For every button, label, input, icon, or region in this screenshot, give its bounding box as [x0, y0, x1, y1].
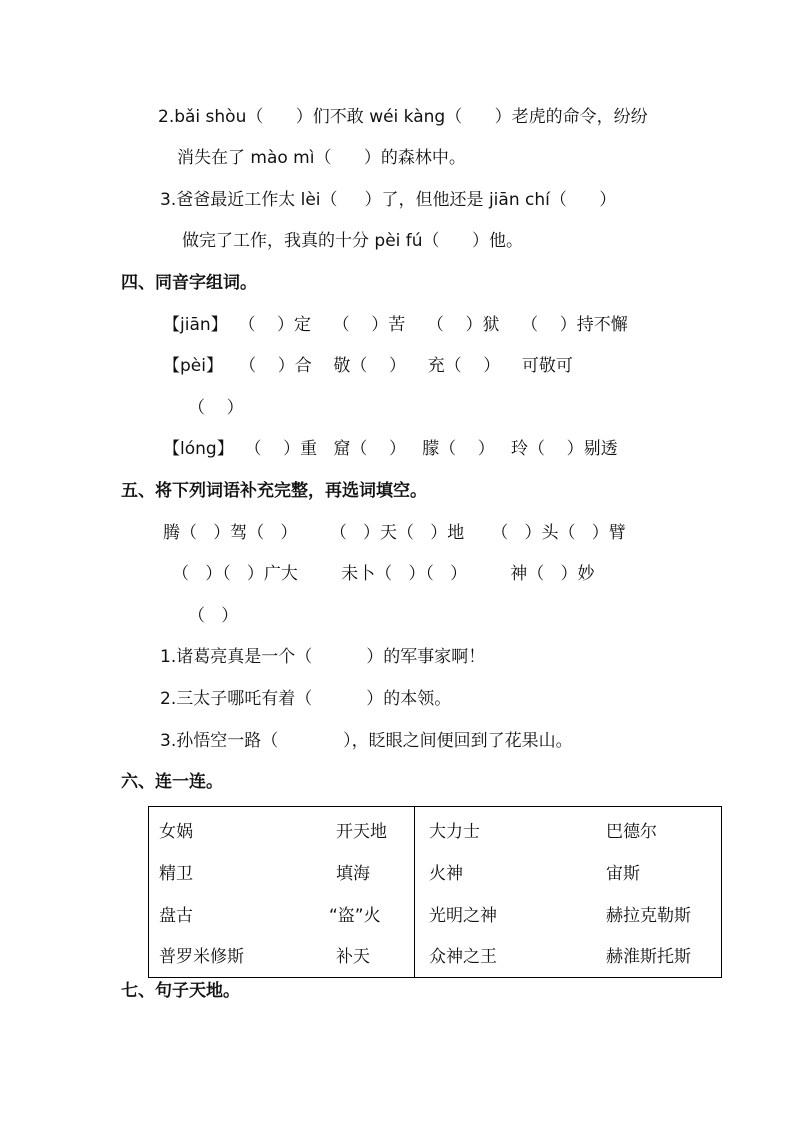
left-deed-cell: 补天 — [336, 947, 370, 967]
question-3-line-2: 做完了工作，我真的十分 pèi fú（ ）他。 — [182, 231, 523, 251]
left-deed-cell: 开天地 — [336, 822, 387, 842]
idiom-row-1: 腾（ ）驾（ ） （ ）天（ ）地 （ ）头（ ）臂 — [163, 523, 626, 543]
right-title-cell: 光明之神 — [429, 906, 497, 926]
question-2-line-1: 2.bǎi shòu（ ）们不敢 wéi kàng（ ）老虎的命令，纷纷 — [158, 107, 648, 127]
right-title-cell: 大力士 — [429, 822, 480, 842]
right-name-cell: 宙斯 — [606, 864, 640, 884]
section-6-heading: 六、连一连。 — [121, 772, 223, 792]
homophone-pei-continuation: （ ） — [188, 398, 244, 418]
homophone-pei-row: 【pèi】 （ ）合 敬（ ） 充（ ） 可敬可 — [163, 356, 573, 376]
left-deed-cell: “盗”火 — [329, 906, 381, 926]
question-3-line-1: 3.爸爸最近工作太 lèi（ ）了，但他还是 jiān chí（ ） — [160, 190, 617, 210]
section-5-heading: 五、将下列词语补充完整，再选词填空。 — [121, 481, 427, 501]
section-7-heading: 七、句子天地。 — [121, 981, 240, 1001]
left-deed-cell: 填海 — [336, 864, 370, 884]
left-name-cell: 普罗米修斯 — [159, 947, 244, 967]
homophone-long-row: 【lóng】 （ ）重 窟（ ） 朦（ ） 玲（ ）剔透 — [163, 439, 618, 459]
idiom-row-2-continuation: （ ） — [188, 606, 239, 626]
fill-question-3: 3.孙悟空一路（ ），眨眼之间便回到了花果山。 — [160, 731, 573, 751]
table-divider — [414, 807, 415, 977]
right-title-cell: 火神 — [429, 864, 463, 884]
idiom-row-2: （ ）（ ）广大 未卜（ ）（ ） 神（ ）妙 — [172, 564, 595, 584]
fill-question-2: 2.三太子哪吒有着（ ）的本领。 — [160, 689, 452, 709]
left-name-cell: 精卫 — [159, 864, 193, 884]
section-4-heading: 四、同音字组词。 — [121, 273, 257, 293]
fill-question-1: 1.诸葛亮真是一个（ ）的军事家啊！ — [160, 647, 486, 667]
left-name-cell: 盘古 — [159, 906, 193, 926]
question-2-line-2: 消失在了 mào mì（ ）的森林中。 — [177, 148, 466, 168]
right-name-cell: 赫淮斯托斯 — [606, 947, 691, 967]
left-name-cell: 女娲 — [159, 822, 193, 842]
homophone-jian-row: 【jiān】 （ ）定 （ ）苦 （ ）狱 （ ）持不懈 — [163, 315, 628, 335]
right-name-cell: 赫拉克勒斯 — [606, 906, 691, 926]
matching-table — [148, 806, 722, 978]
right-title-cell: 众神之王 — [429, 947, 497, 967]
right-name-cell: 巴德尔 — [606, 822, 657, 842]
